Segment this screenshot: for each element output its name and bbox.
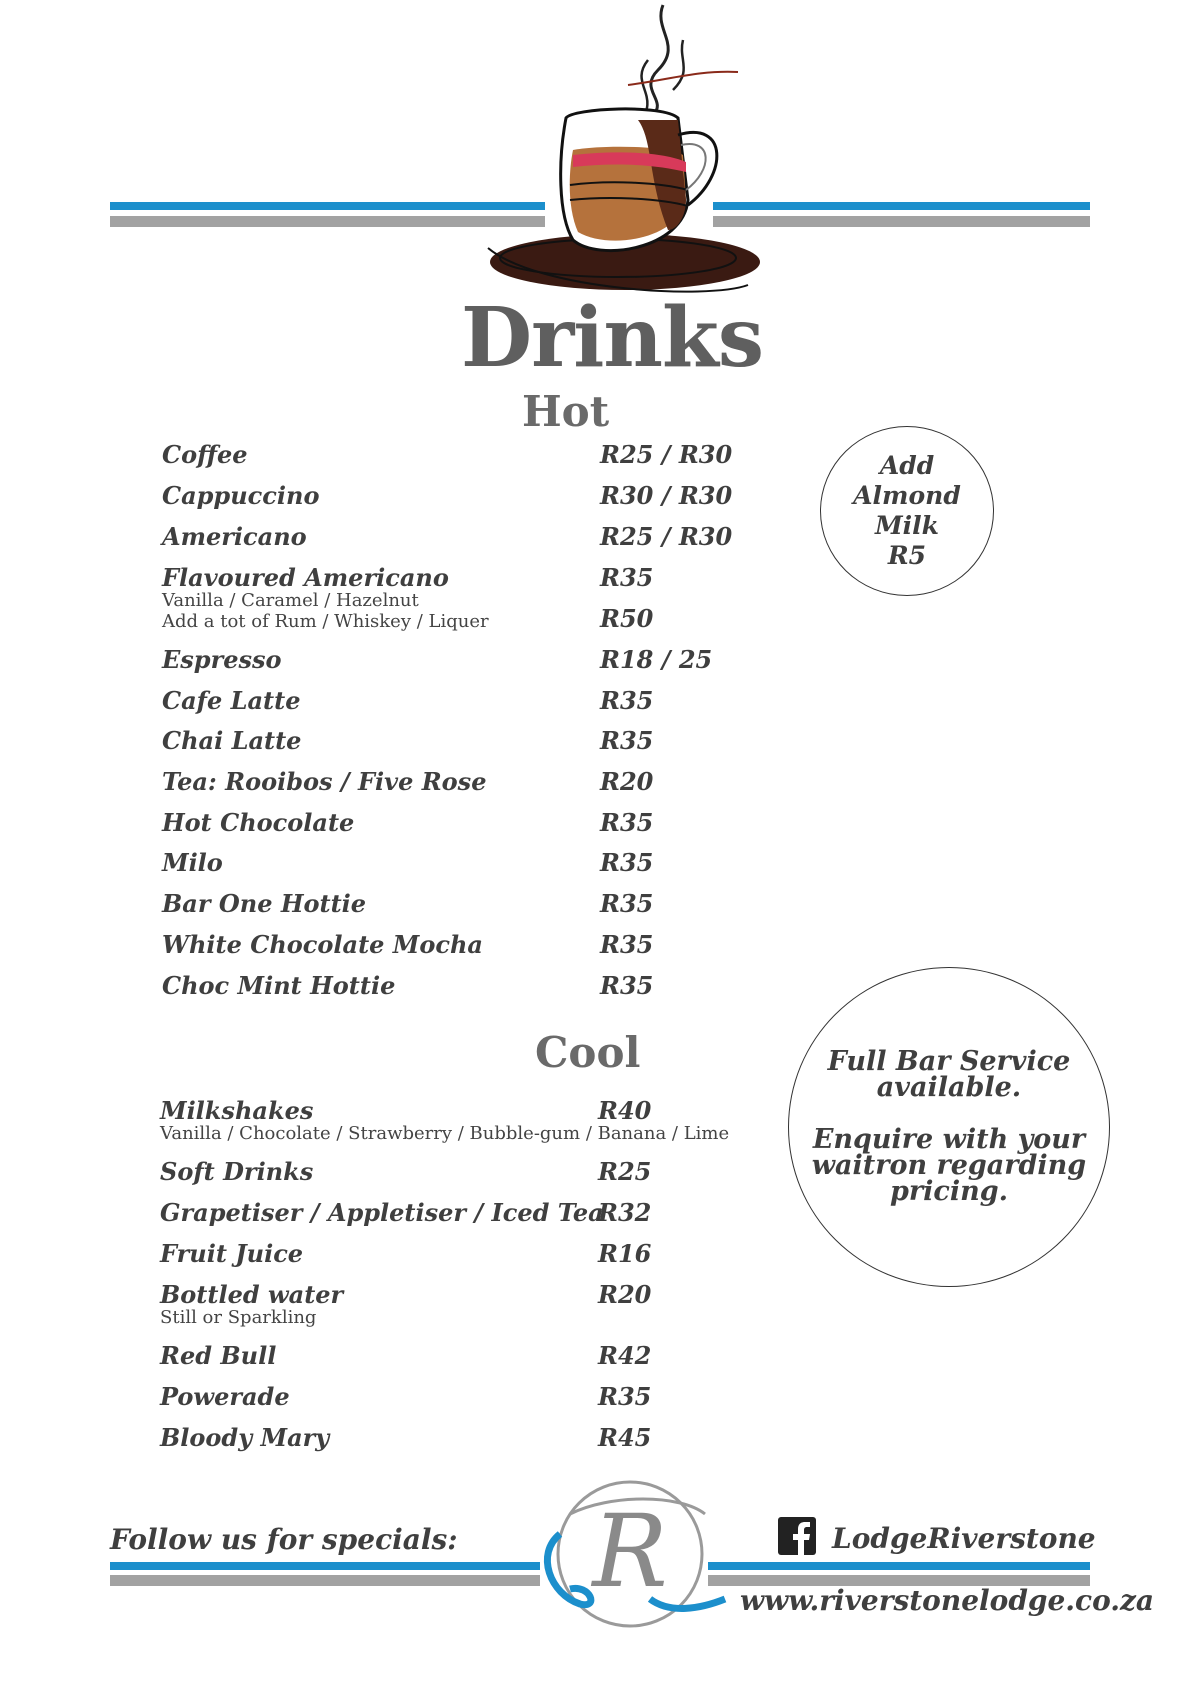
footer-stripe-blue-left — [110, 1562, 540, 1570]
item-price: R35 — [600, 563, 654, 592]
item-name: Fruit Juice — [160, 1239, 304, 1268]
facebook-handle[interactable]: LodgeRiverstone — [832, 1522, 1096, 1555]
item-name: Americano — [162, 522, 307, 551]
item-price: R35 — [600, 971, 654, 1000]
item-name: Coffee — [162, 440, 248, 469]
item-price: R30 / R30 — [600, 481, 733, 510]
item-name: Bar One Hottie — [162, 889, 367, 918]
item-price: R32 — [598, 1198, 652, 1227]
item-price: R35 — [600, 686, 654, 715]
bar-note-line: waitron regarding — [811, 1150, 1087, 1181]
item-name: Red Bull — [160, 1341, 277, 1370]
item-price: R35 — [600, 889, 654, 918]
logo-monogram: R — [592, 1493, 668, 1610]
bar-note-line: Enquire with your — [812, 1124, 1086, 1155]
facebook-icon[interactable] — [778, 1517, 816, 1555]
almond-note-line: Add — [879, 451, 935, 480]
item-description: Vanilla / Caramel / Hazelnut — [162, 590, 419, 611]
bar-note-line: Full Bar Service — [827, 1046, 1071, 1077]
item-name: White Chocolate Mocha — [162, 930, 483, 959]
item-price: R20 — [600, 767, 654, 796]
item-name: Powerade — [160, 1382, 290, 1411]
item-price: R40 — [598, 1096, 652, 1125]
almond-note-line: Milk — [875, 511, 939, 540]
follow-us-text: Follow us for specials: — [110, 1523, 458, 1556]
item-name: Milkshakes — [160, 1096, 314, 1125]
item-description: Vanilla / Chocolate / Strawberry / Bubble-gum / Banana / Lime — [160, 1123, 730, 1144]
riverstone-logo — [530, 1474, 730, 1634]
item-price: R18 / 25 — [600, 645, 713, 674]
item-name: Milo — [162, 848, 223, 877]
item-description: Still or Sparkling — [160, 1307, 317, 1328]
full-bar-note — [788, 967, 1110, 1287]
item-price: R35 — [600, 848, 654, 877]
page-title: Drinks — [460, 290, 764, 386]
item-price: R42 — [598, 1341, 652, 1370]
item-name: Choc Mint Hottie — [162, 971, 396, 1000]
item-price: R20 — [598, 1280, 652, 1309]
item-price: R25 / R30 — [600, 440, 733, 469]
item-price: R45 — [598, 1423, 652, 1452]
bar-note-line: pricing. — [890, 1176, 1008, 1207]
item-price: R35 — [600, 726, 654, 755]
item-description: Add a tot of Rum / Whiskey / Liquer — [162, 611, 489, 632]
coffee-cup-illustration — [478, 0, 772, 305]
item-name: Bottled water — [160, 1280, 344, 1309]
item-name: Flavoured Americano — [162, 563, 449, 592]
item-name: Cafe Latte — [162, 686, 301, 715]
website-link[interactable]: www.riverstonelodge.co.za — [740, 1584, 1155, 1617]
item-price: R35 — [600, 930, 654, 959]
item-name: Hot Chocolate — [162, 808, 355, 837]
section-title-hot: Hot — [522, 387, 610, 436]
item-name: Espresso — [162, 645, 282, 674]
section-title-cool: Cool — [535, 1028, 641, 1077]
item-price: R35 — [600, 808, 654, 837]
bar-note-line: available. — [876, 1072, 1022, 1103]
item-name: Bloody Mary — [160, 1423, 330, 1452]
footer-stripe-blue-right — [708, 1562, 1090, 1570]
item-name: Cappuccino — [162, 481, 320, 510]
item-price: R35 — [598, 1382, 652, 1411]
item-name: Grapetiser / Appletiser / Iced Tea — [160, 1198, 604, 1227]
item-name: Chai Latte — [162, 726, 302, 755]
almond-milk-note — [820, 426, 994, 596]
item-price: R16 — [598, 1239, 652, 1268]
almond-note-line: R5 — [887, 541, 927, 570]
item-price: R25 — [598, 1157, 652, 1186]
almond-note-line: Almond — [853, 481, 961, 510]
item-price: R50 — [600, 604, 654, 633]
item-name: Soft Drinks — [160, 1157, 314, 1186]
item-price: R25 / R30 — [600, 522, 733, 551]
item-name: Tea: Rooibos / Five Rose — [162, 767, 487, 796]
footer-stripe-grey-left — [110, 1575, 540, 1586]
